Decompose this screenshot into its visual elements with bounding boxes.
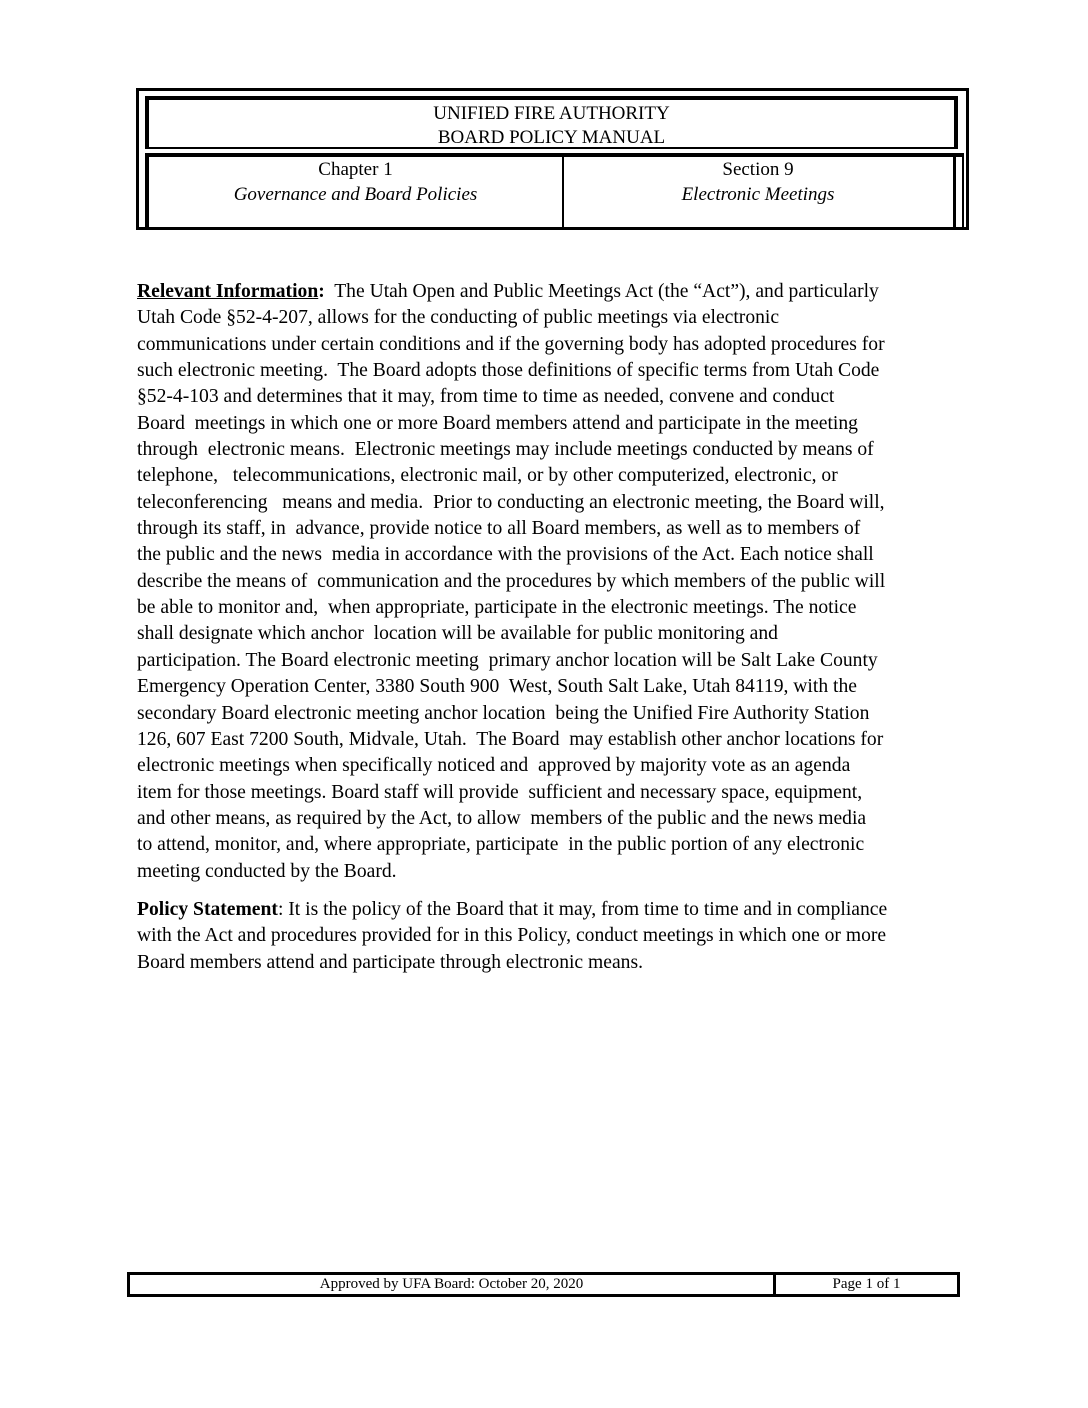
text-line (137, 923, 967, 949)
text-line-content: participation. The Board electronic meeting primary anchor location will be Salt Lake County (137, 649, 878, 671)
text-line (137, 305, 967, 331)
approval-date: Approved by UFA Board: October 20, 2020 (130, 1275, 776, 1294)
section-label: Section 9 (722, 159, 794, 180)
text-line (137, 780, 967, 806)
text-line (137, 648, 967, 674)
text-line (137, 753, 967, 779)
text-line (137, 621, 967, 647)
text-line-content: item for those meetings. Board staff will provide sufficient and necessary space, equipment, (137, 781, 863, 803)
text-line-content: 126, 607 East 7200 South, Midvale, Utah. The Board may establish other anchor locations for (137, 728, 884, 750)
section-heading-label: Policy Statement (137, 898, 278, 920)
header-border-line (953, 157, 956, 227)
text-line-content: be able to monitor and, when appropriate, participate in the electronic meetings. The notice (137, 597, 857, 619)
text-line-content: secondary Board electronic meeting anchor location being the Unified Fire Authority Station (137, 702, 870, 724)
text-line (137, 437, 967, 463)
organization-name: UNIFIED FIRE AUTHORITY (433, 103, 670, 124)
text-line-content: The Utah Open and Public Meetings Act (the “Act”), and particularly (324, 281, 879, 302)
policy-header (136, 88, 969, 230)
text-line (137, 727, 967, 753)
text-line (137, 463, 967, 489)
section-name: Electronic Meetings (681, 184, 835, 205)
text-line (137, 832, 967, 858)
manual-title-box (145, 96, 958, 149)
text-line-content: teleconferencing means and media. Prior to conducting an electronic meeting, the Board will, (137, 491, 885, 513)
text-line (137, 859, 967, 885)
text-line (137, 701, 967, 727)
text-line-content: : It is the policy of the Board that it may, from time to time and in compliance (277, 898, 888, 920)
text-line (137, 897, 967, 923)
text-line-content: shall designate which anchor location will be available for public monitoring and (137, 623, 778, 645)
chapter-name: Governance and Board Policies (233, 184, 478, 205)
text-line-content: describe the means of communication and the procedures by which members of the public will (137, 570, 886, 592)
text-line-content: and other means, as required by the Act, to allow members of the public and the news media (137, 807, 867, 829)
text-line-content: through electronic means. Electronic meetings may include meetings conducted by means of (137, 439, 874, 461)
text-line (137, 569, 967, 595)
text-line (137, 542, 967, 568)
text-line-content: Utah Code §52-4-207, allows for the conducting of public meetings via electronic (137, 307, 780, 329)
chapter-section-box (145, 153, 964, 227)
text-line (137, 332, 967, 358)
text-line (137, 674, 967, 700)
text-line-content: telephone, telecommunications, electronic mail, or by other computerized, electronic, or (137, 465, 838, 487)
text-line-content: Emergency Operation Center, 3380 South 900 West, South Salt Lake, Utah 84119, with the (137, 676, 857, 698)
text-line (137, 595, 967, 621)
text-line (137, 950, 967, 976)
policy-body (137, 279, 967, 976)
text-line-content: with the Act and procedures provided for in this Policy, conduct meetings in which one or more (137, 925, 887, 947)
text-line-content: electronic meetings when specifically noticed and approved by majority vote as an agenda (137, 755, 851, 777)
page-number: Page 1 of 1 (832, 1276, 901, 1292)
text-line-content: Board meetings in which one or more Board members attend and participate in the meeting (137, 412, 858, 434)
text-line (137, 806, 967, 832)
text-line-content: such electronic meeting. The Board adopts those definitions of specific terms from Utah Code (137, 360, 880, 382)
text-line (137, 279, 967, 305)
relevant-information-paragraph (137, 279, 967, 885)
manual-name: BOARD POLICY MANUAL (437, 127, 666, 148)
text-line-content: communications under certain conditions and if the governing body has adopted procedures for (137, 333, 885, 355)
text-line-content: the public and the news media in accordance with the provisions of the Act. Each notice shall (137, 544, 874, 566)
section-heading-label: Relevant Information (137, 281, 319, 302)
text-line (137, 384, 967, 410)
text-line (137, 411, 967, 437)
heading-separator: : (318, 281, 325, 302)
chapter-cell (149, 157, 564, 227)
chapter-label: Chapter 1 (318, 159, 393, 180)
text-line-content: §52-4-103 and determines that it may, from time to time as needed, convene and conduct (137, 386, 835, 408)
text-line-content: meeting conducted by the Board. (137, 860, 397, 882)
section-cell (564, 157, 962, 227)
text-line-content: to attend, monitor, and, where appropriate, participate in the public portion of any electronic (137, 834, 865, 856)
text-line-content: through its staff, in advance, provide notice to all Board members, as well as to members of (137, 518, 861, 540)
policy-statement-paragraph (137, 897, 967, 976)
text-line-content: Board members attend and participate through electronic means. (137, 951, 643, 973)
policy-footer (127, 1272, 960, 1297)
text-line (137, 516, 967, 542)
text-line (137, 490, 967, 516)
text-line (137, 358, 967, 384)
